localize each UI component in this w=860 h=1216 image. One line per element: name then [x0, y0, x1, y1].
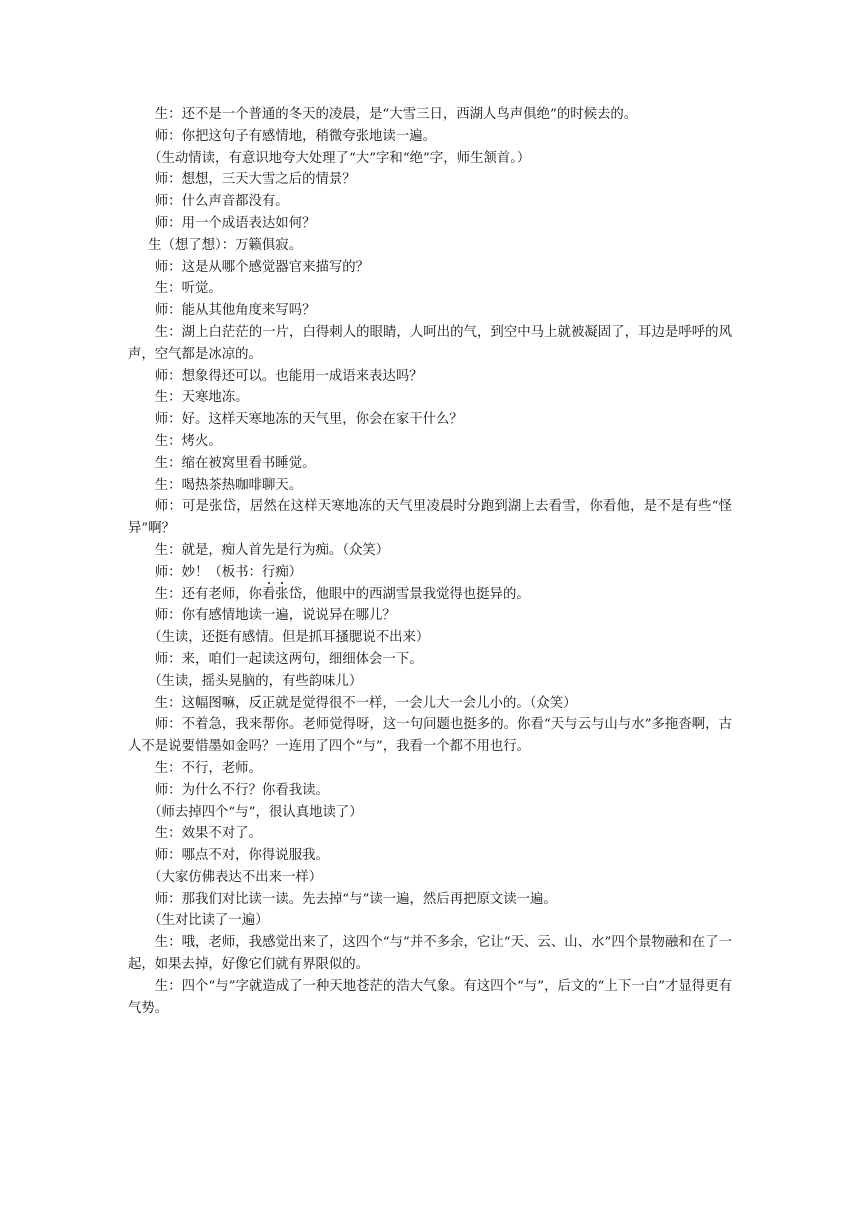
dialogue-line: 生：这幅图嘛，反正就是觉得很不一样，一会儿大一会儿小的。（众笑） [154, 695, 577, 711]
dialogue-line: 生：听觉。 [154, 281, 222, 297]
dialogue-line: 师：用一个成语表达如何？ [154, 215, 316, 231]
dialogue-line: 生：四个“与”字就造成了一种天地苍茫的浩大气象。有这四个“与”，后文的“上下一白”才显得更有气势。 [128, 978, 732, 1016]
dialogue-line: 生：就是，痴人首先是行为痴。（众笑） [154, 542, 390, 558]
dialogue-line: （师去掉四个“与”，很认真地读了） [148, 804, 363, 820]
dialogue-line: 师：妙！（板书：行痴） [154, 564, 303, 580]
dialogue-line: 生：还不是一个普通的冬天的凌晨，是“大雪三日，西湖人鸟声俱绝”的时候去的。 [154, 107, 638, 122]
dialogue-line: 生：不行，老师。 [154, 760, 262, 776]
dialogue-line: 生：烤火。 [154, 433, 222, 449]
dialogue-line: （大家仿佛表达不出来一样） [148, 869, 323, 885]
dialogue-line: 师：想想，三天大雪之后的情景？ [154, 172, 356, 188]
dialogue-line: 师：这是从哪个感觉器官来描写的？ [154, 259, 370, 275]
dialogue-line: 师：你把这句子有感情地，稍微夸张地读一遍。 [154, 128, 436, 144]
dialogue-line: 师：什么声音都没有。 [154, 194, 289, 210]
dialogue-line: 生：湖上白茫茫的一片，白得刺人的眼睛，人呵出的气，到空中马上就被凝固了，耳边是呼呼的风声，空气都是冰凉的。 [128, 324, 732, 362]
dialogue-line: 生：喝热茶热咖啡聊天。 [154, 477, 303, 493]
dialogue-line: （生读，摇头晃脑的，有些韵味儿） [148, 673, 363, 689]
dialogue-line: 生：缩在被窝里看书睡觉。 [154, 455, 316, 471]
dialogue-line: 师：那我们对比读一读。先去掉“与”读一遍，然后再把原文读一遍。 [154, 891, 557, 907]
dialogue-line: 生：天寒地冻。 [154, 390, 249, 406]
dialogue-line: 师：哪点不对，你得说服我。 [154, 848, 329, 864]
dialogue-line: 师：你有感情地读一遍，说说异在哪儿？ [154, 608, 396, 624]
dialogue-line: 生：哦，老师，我感觉出来了，这四个“与”并不多余，它让“天、云、山、水”四个景物融和在了一起，如果去掉，好像它们就有界限似的。 [128, 935, 732, 973]
dialogue-line: 生（想了想）：万籁俱寂。 [148, 237, 303, 253]
dialogue-line: 师：为什么不行？你看我读。 [154, 782, 329, 798]
dialogue-line: 师：好。这样天寒地冻的天气里，你会在家干什么？ [154, 412, 463, 428]
dialogue-line: 师：想象得还可以。也能用一成语来表达吗？ [154, 368, 423, 384]
dialogue-line: 师：可是张岱，居然在这样天寒地冻的天气里凌晨时分跑到湖上去看雪，你看他，是不是有些“怪异”啊？ [128, 499, 732, 537]
dialogue-line: 生：还有老师，你看张岱，他眼中的西湖雪景我觉得也挺异的。 [154, 586, 530, 602]
dialogue-line: 生：效果不对了。 [154, 826, 262, 842]
dialogue-line: （生动情读，有意识地夸大处理了“大”字和“绝”字，师生颔首。） [148, 150, 531, 166]
dialogue-line: 师：不着急，我来帮你。老师觉得呀，这一句问题也挺多的。你看“天与云与山与水”多拖沓啊，古人不是说要惜墨如金吗？一连用了四个“与”，我看一个都不用也行。 [128, 717, 732, 755]
dialogue-line: 师：来，咱们一起读这两句，细细体会一下。 [154, 651, 423, 667]
dialogue-line: 师：能从其他角度来写吗？ [154, 303, 316, 319]
dialogue-transcript [128, 104, 732, 1019]
dialogue-line: （生对比读了一遍） [148, 913, 269, 929]
dialogue-line: （生读，还挺有感情。但是抓耳搔腮说不出来） [148, 630, 430, 646]
